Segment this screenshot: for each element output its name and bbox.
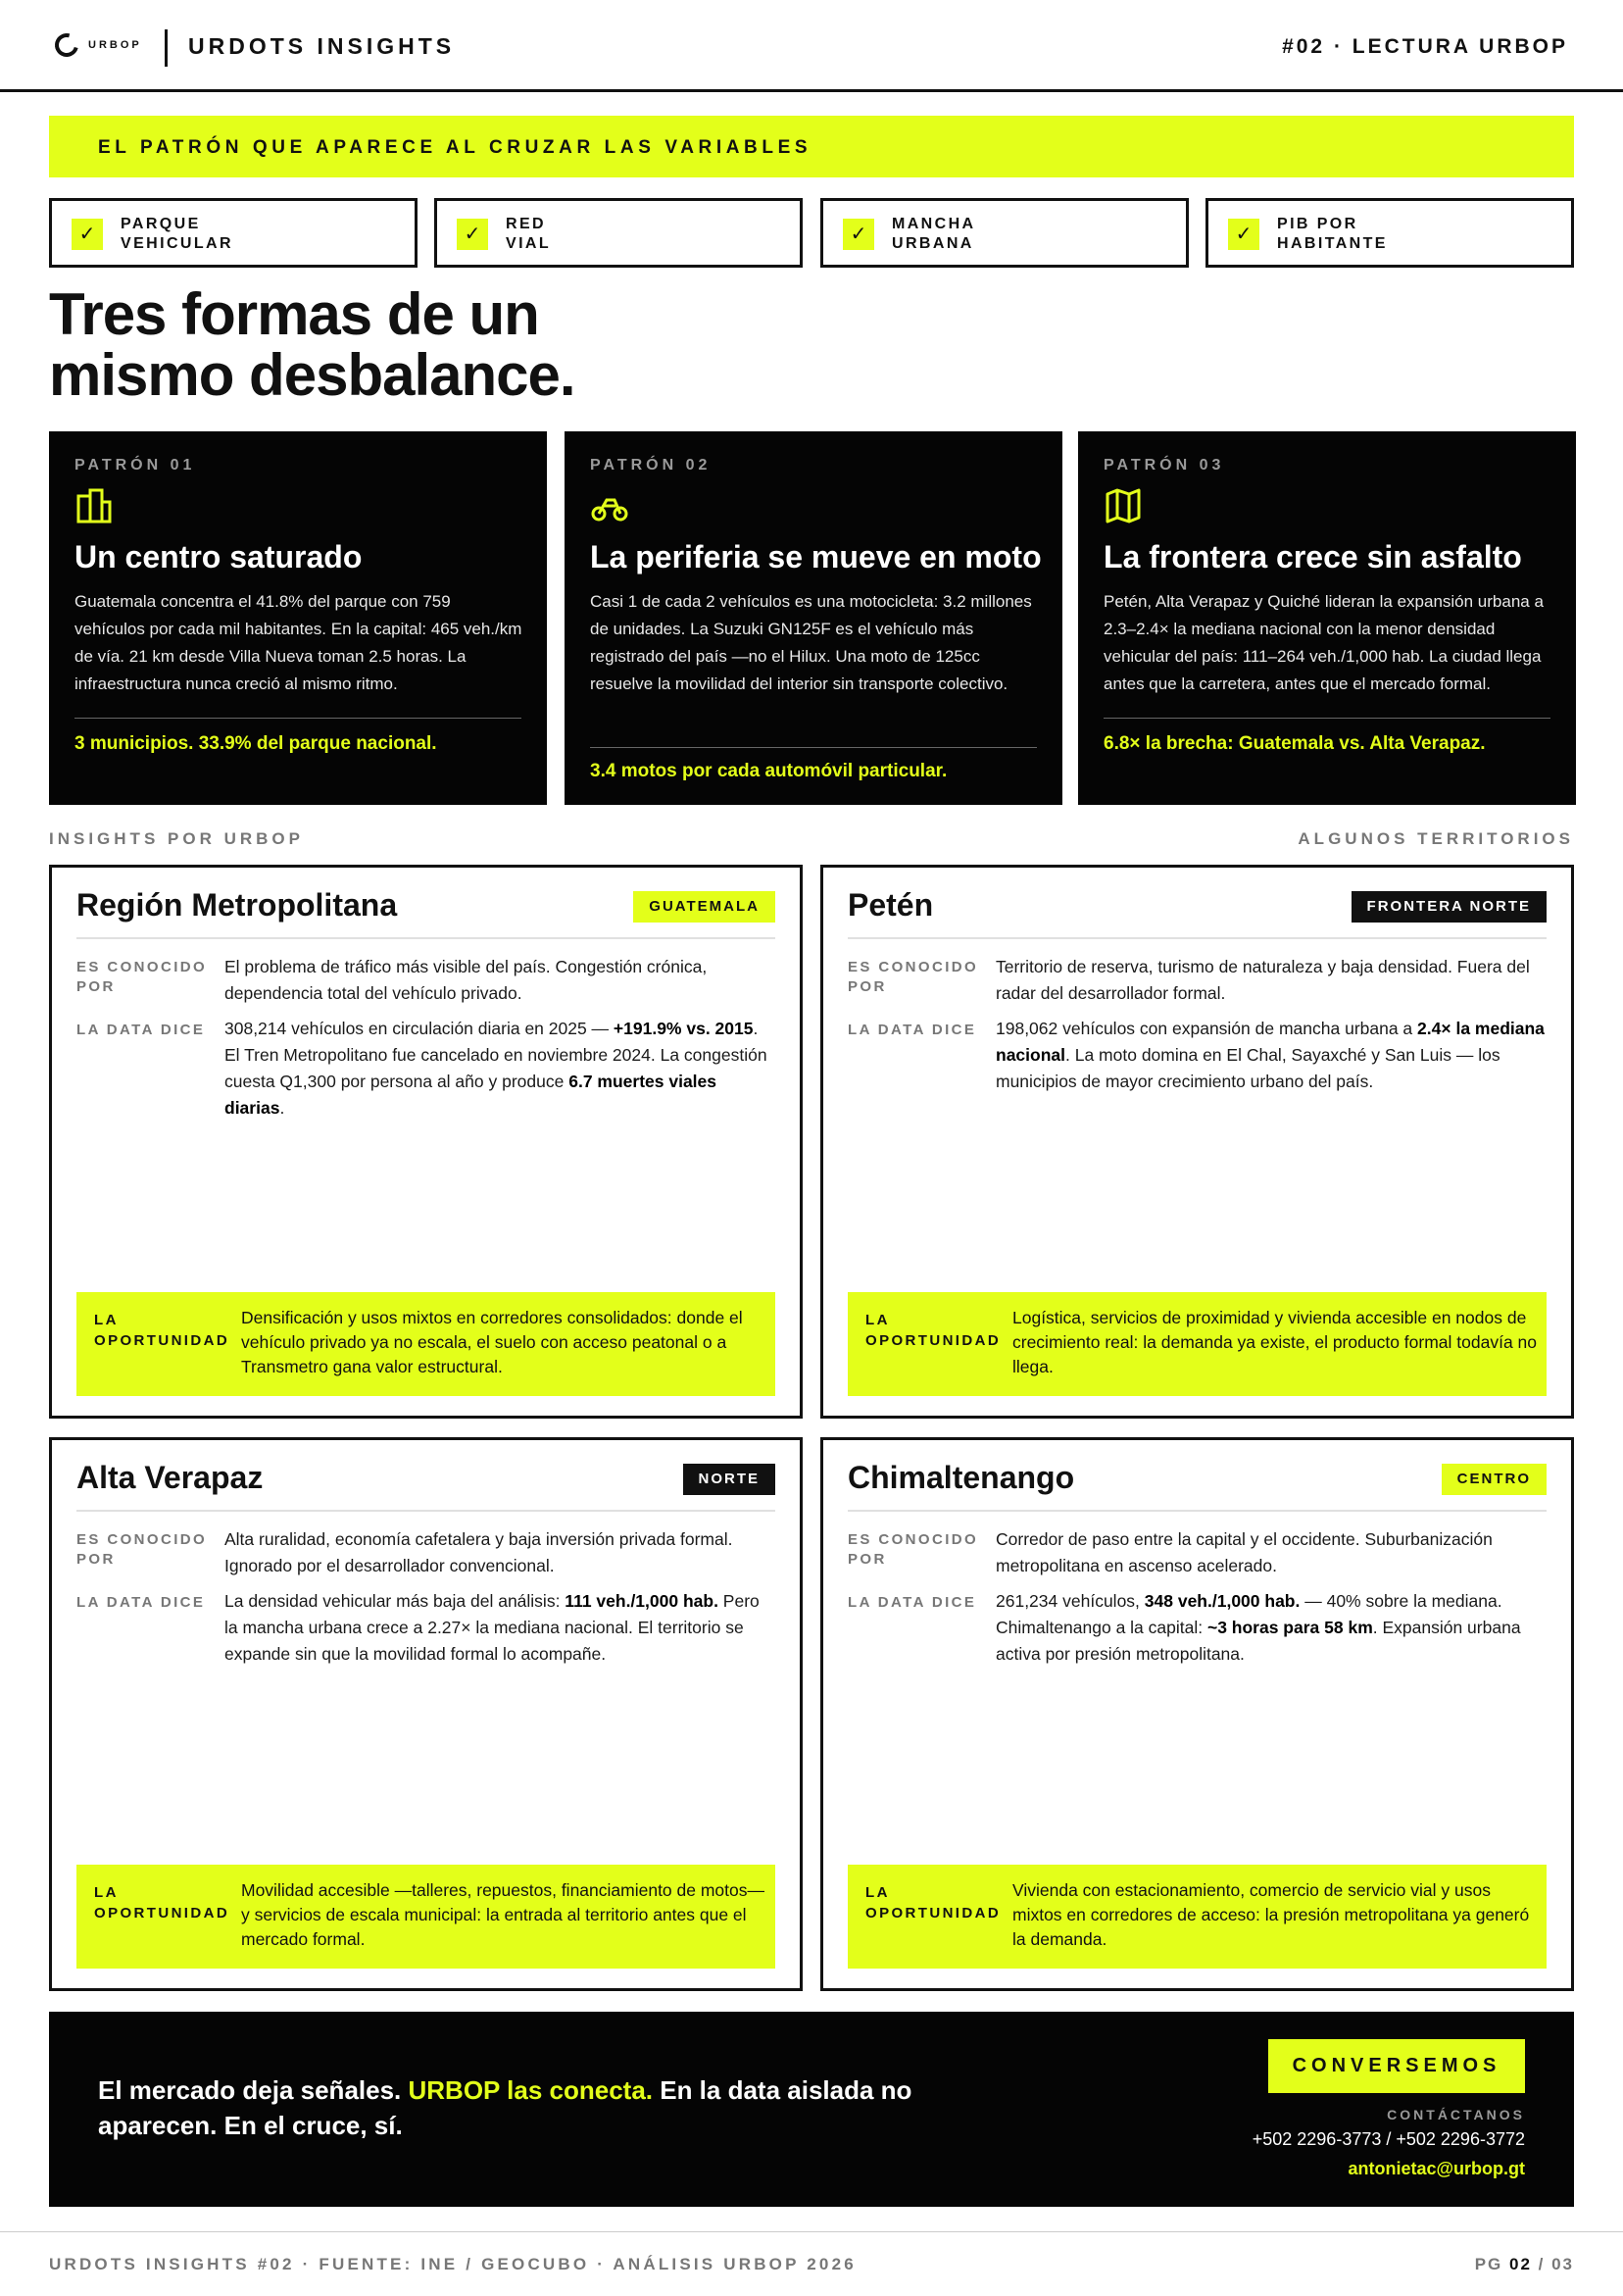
- data-text: 198,062 vehículos con expansión de mancha urbana a: [996, 1019, 1418, 1038]
- label-line: ES CONOCIDO: [848, 959, 979, 975]
- opportunity-text: Movilidad accesible —talleres, repuestos, financiamiento de motos— y servicios de escala municipal: la entrada al territorio antes que el mercado formal.: [241, 1880, 765, 1949]
- page-total: 03: [1551, 2255, 1574, 2273]
- header-divider: [165, 29, 168, 67]
- territory-tag: NORTE: [683, 1464, 776, 1495]
- check-red-vial: [434, 198, 803, 268]
- data-highlight: +191.9% vs. 2015: [613, 1019, 754, 1038]
- cta-panel: [49, 2012, 1574, 2207]
- variables-checklist: [49, 198, 1574, 268]
- check-mancha-urbana: [820, 198, 1189, 268]
- data-highlight: 2.4× la mediana nacional: [996, 1019, 1545, 1065]
- urbop-logo[interactable]: [55, 33, 142, 57]
- label-line: OPORTUNIDAD: [94, 1332, 230, 1349]
- map-icon: [1104, 486, 1143, 525]
- territory-card-peten: [820, 865, 1574, 1419]
- label-line: POR: [848, 978, 887, 995]
- label-line: POR: [76, 978, 116, 995]
- cta-message: [98, 2072, 960, 2143]
- pattern-footer: 3.4 motos por cada automóvil particular.: [590, 761, 948, 781]
- data-says-label: LA DATA DICE: [848, 1022, 977, 1038]
- known-for-text: Alta ruralidad, economía cafetalera y baja inversión privada formal. Ignorado por el desarrollador convencional.: [224, 1529, 733, 1575]
- page-number: [1475, 2255, 1574, 2274]
- known-for-label: [76, 1530, 214, 1570]
- known-for-text: El problema de tráfico más visible del país. Congestión crónica, dependencia total del vehículo privado.: [224, 957, 708, 1003]
- check-label: [121, 215, 395, 254]
- label-line: ES CONOCIDO: [76, 959, 208, 975]
- cta-highlight: URBOP las conecta.: [408, 2075, 654, 2105]
- territory-card-alta-verapaz: [49, 1437, 803, 1991]
- brand-title: URDOTS INSIGHTS: [188, 33, 456, 59]
- check-pib-por-habitante: [1205, 198, 1574, 268]
- territory-divider: [848, 937, 1547, 939]
- label-line: LA: [94, 1312, 119, 1328]
- territory-divider: [848, 1510, 1547, 1512]
- issue-label: #02 · LECTURA URBOP: [1282, 35, 1568, 58]
- footer-source: URDOTS INSIGHTS #02 · FUENTE: INE / GEOCUBO · ANÁLISIS URBOP 2026: [49, 2255, 857, 2273]
- data-highlight: 6.7 muertes viales diarias: [224, 1072, 717, 1118]
- territory-divider: [76, 1510, 775, 1512]
- check-label-line: HABITANTE: [1277, 235, 1388, 252]
- pattern-title: La frontera crece sin asfalto: [1104, 539, 1522, 574]
- data-text: La densidad vehicular más baja del análisis:: [224, 1591, 566, 1611]
- opportunity-box: [76, 1292, 775, 1396]
- phone-numbers[interactable]: +502 2296-3773 / +502 2296-3772: [1252, 2129, 1525, 2149]
- label-line: ES CONOCIDO: [848, 1531, 979, 1548]
- label-line: POR: [848, 1551, 887, 1568]
- pattern-label: PATRÓN 01: [74, 457, 196, 474]
- label-line: LA: [94, 1884, 119, 1901]
- opportunity-text: Vivienda con estacionamiento, comercio de servicio vial y usos mixtos en corredores de acceso: la presión metropolitana ya generó la demanda.: [1012, 1880, 1530, 1949]
- checkmark-icon: ✓: [457, 219, 488, 250]
- page-headline: [49, 281, 735, 408]
- check-label-line: VIAL: [506, 235, 552, 252]
- page-separator: /: [1531, 2255, 1552, 2273]
- data-says-label: LA DATA DICE: [76, 1022, 206, 1038]
- label-line: LA: [865, 1884, 890, 1901]
- check-parque-vehicular: [49, 198, 418, 268]
- opportunity-box: [848, 1865, 1547, 1969]
- check-label: [1277, 215, 1551, 254]
- territory-card-region-metropolitana: [49, 865, 803, 1419]
- territory-name: Región Metropolitana: [76, 887, 398, 923]
- check-label: [506, 215, 780, 254]
- pattern-body: Casi 1 de cada 2 vehículos es una motocicleta: 3.2 millones de unidades. La Suzuki GN125F es el vehículo más registrado del país —no el Hilux. Una moto de 125cc resuelve la movilidad del interior sin transporte colectivo.: [590, 592, 1032, 693]
- pattern-footer: 3 municipios. 33.9% del parque nacional.: [74, 733, 437, 754]
- pattern-label: PATRÓN 03: [1104, 457, 1225, 474]
- data-text: . La moto domina en El Chal, Sayaxché y San Luis — los municipios de mayor crecimiento urbano del país.: [996, 1045, 1500, 1091]
- check-label: [892, 215, 1166, 254]
- cta-text: En la data aislada no aparecen. En el cruce, sí.: [98, 2075, 912, 2140]
- opportunity-box: [848, 1292, 1547, 1396]
- opportunity-text: Densificación y usos mixtos en corredores consolidados: donde el vehículo privado ya no escala, el suelo con acceso peatonal o a Transmetro gana valor estructural.: [241, 1308, 743, 1376]
- top-bar: [0, 0, 1623, 92]
- logo-text: URBOP: [88, 39, 142, 51]
- headline-line: mismo desbalance.: [49, 342, 575, 408]
- check-label-line: URBANA: [892, 235, 974, 252]
- known-for-label: [848, 1530, 985, 1570]
- label-line: LA: [865, 1312, 890, 1328]
- label-line: OPORTUNIDAD: [865, 1905, 1002, 1922]
- territory-name: Alta Verapaz: [76, 1460, 264, 1495]
- section-label-territorios: ALGUNOS TERRITORIOS: [1298, 829, 1574, 848]
- opportunity-label: [94, 1882, 231, 1923]
- known-for-text: Territorio de reserva, turismo de naturaleza y baja densidad. Fuera del radar del desarrollador formal.: [996, 957, 1530, 1003]
- section-label-insights: INSIGHTS POR URBOP: [49, 829, 304, 848]
- banner-text: EL PATRÓN QUE APARECE AL CRUZAR LAS VARIABLES: [98, 137, 812, 158]
- opportunity-text: Logística, servicios de proximidad y vivienda accesible en nodos de crecimiento real: la demanda ya existe, el producto formal todavía no llega.: [1012, 1308, 1538, 1376]
- conversemos-button[interactable]: CONVERSEMOS: [1268, 2039, 1525, 2093]
- data-says-text: [224, 1588, 775, 1668]
- cta-text: El mercado deja señales.: [98, 2075, 409, 2105]
- territory-tag: CENTRO: [1442, 1464, 1547, 1495]
- headline-line: Tres formas de un: [49, 281, 539, 347]
- check-label-line: VEHICULAR: [121, 235, 233, 252]
- territory-card-chimaltenango: [820, 1437, 1574, 1991]
- label-line: ES CONOCIDO: [76, 1531, 208, 1548]
- data-highlight: 348 veh./1,000 hab.: [1144, 1591, 1301, 1611]
- data-highlight: ~3 horas para 58 km: [1206, 1618, 1373, 1637]
- known-for-label: [848, 958, 985, 997]
- pattern-title: La periferia se mueve en moto: [590, 539, 1042, 574]
- pattern-card-02: [565, 431, 1062, 805]
- page-current: 02: [1508, 2255, 1532, 2273]
- pattern-divider: [590, 747, 1037, 748]
- label-line: OPORTUNIDAD: [94, 1905, 230, 1922]
- data-highlight: 111 veh./1,000 hab.: [565, 1591, 718, 1611]
- territory-tag: FRONTERA NORTE: [1352, 891, 1547, 923]
- email-link[interactable]: antonietac@urbop.gt: [1348, 2159, 1525, 2178]
- data-says-text: [996, 1588, 1547, 1668]
- footer-divider: [0, 2231, 1623, 2232]
- data-says-label: LA DATA DICE: [76, 1594, 206, 1611]
- territory-name: Petén: [848, 887, 934, 923]
- buildings-icon: [74, 486, 114, 525]
- check-label-line: PIB POR: [1277, 216, 1358, 232]
- pattern-card-03: [1078, 431, 1576, 805]
- check-label-line: MANCHA: [892, 216, 976, 232]
- pattern-body: Guatemala concentra el 41.8% del parque con 759 vehículos por cada mil habitantes. En la capital: 465 veh./km de vía. 21 km desde Villa Nueva toman 2.5 horas. La infraestructura nunca creció al mismo ritmo.: [74, 592, 522, 693]
- data-text: . Expansión urbana activa por presión metropolitana.: [996, 1618, 1521, 1664]
- known-for-label: [76, 958, 214, 997]
- territory-tag: GUATEMALA: [633, 891, 775, 923]
- data-says-label: LA DATA DICE: [848, 1594, 977, 1611]
- pattern-divider: [1104, 718, 1550, 719]
- variables-banner: [49, 116, 1574, 177]
- checkmark-icon: ✓: [843, 219, 874, 250]
- data-text: Pero la mancha urbana crece a 2.27× la mediana nacional. El territorio se expande sin que la movilidad formal lo acompañe.: [224, 1591, 760, 1664]
- data-text: . El Tren Metropolitano fue cancelado en noviembre 2024. La congestión cuesta Q1,300 por persona al año y produce: [224, 1019, 767, 1091]
- contact-label: CONTÁCTANOS: [1387, 2107, 1525, 2122]
- territory-divider: [76, 937, 775, 939]
- territory-name: Chimaltenango: [848, 1460, 1075, 1495]
- label-line: POR: [76, 1551, 116, 1568]
- pattern-footer: 6.8× la brecha: Guatemala vs. Alta Verapaz.: [1104, 733, 1486, 754]
- opportunity-label: [865, 1882, 1003, 1923]
- motorcycle-icon: [590, 486, 629, 525]
- pattern-card-01: [49, 431, 547, 805]
- opportunity-box: [76, 1865, 775, 1969]
- page-prefix: PG: [1474, 2255, 1509, 2273]
- pattern-divider: [74, 718, 521, 719]
- checkmark-icon: ✓: [72, 219, 103, 250]
- checkmark-icon: ✓: [1228, 219, 1259, 250]
- data-text: .: [279, 1098, 285, 1118]
- data-text: 308,214 vehículos en circulación diaria en 2025 —: [224, 1019, 614, 1038]
- data-text: 261,234 vehículos,: [996, 1591, 1145, 1611]
- pattern-body: Petén, Alta Verapaz y Quiché lideran la expansión urbana a 2.3–2.4× la mediana nacional con la menor densidad vehicular del país: 111–264 veh./1,000 hab. La ciudad llega antes que la carretera, antes que el mercado formal.: [1104, 592, 1544, 693]
- pattern-title: Un centro saturado: [74, 539, 363, 574]
- check-label-line: PARQUE: [121, 216, 201, 232]
- known-for-text: Corredor de paso entre la capital y el occidente. Suburbanización metropolitana en ascenso acelerado.: [996, 1529, 1493, 1575]
- data-says-text: [224, 1016, 775, 1122]
- check-label-line: RED: [506, 216, 546, 232]
- opportunity-label: [865, 1310, 1003, 1351]
- data-text: — 40% sobre la mediana. Chimaltenango a la capital:: [996, 1591, 1502, 1637]
- data-says-text: [996, 1016, 1547, 1095]
- logo-ring-icon: [51, 29, 83, 62]
- pattern-label: PATRÓN 02: [590, 457, 712, 474]
- label-line: OPORTUNIDAD: [865, 1332, 1002, 1349]
- opportunity-label: [94, 1310, 231, 1351]
